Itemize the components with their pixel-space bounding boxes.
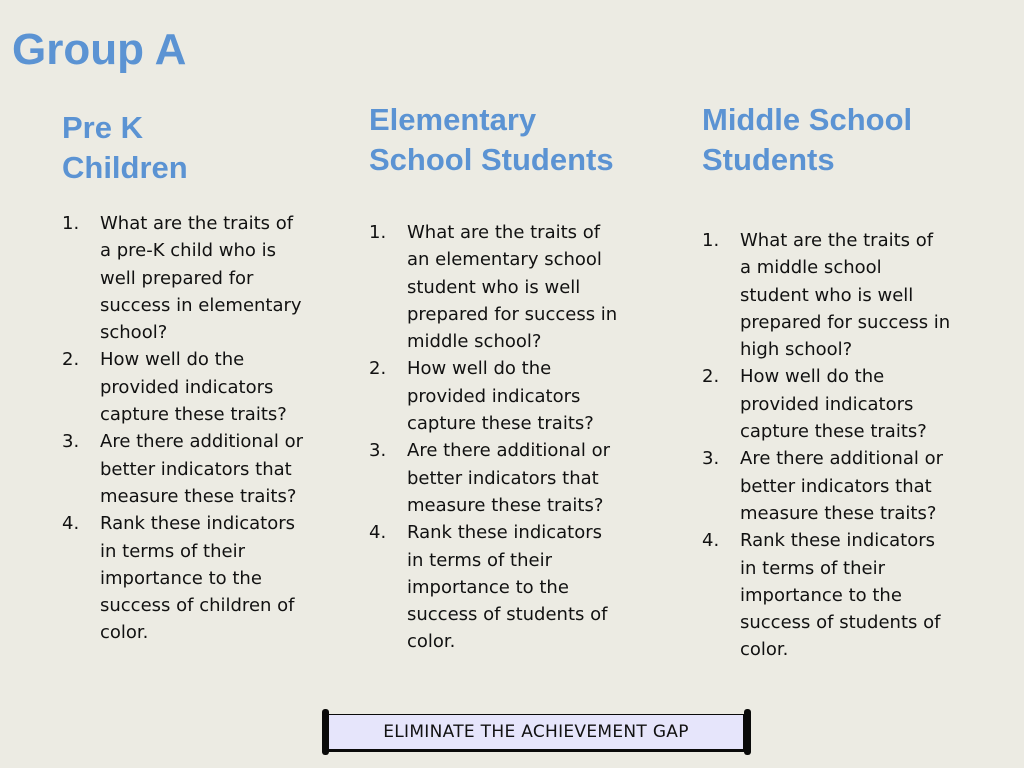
question-number: 1. <box>702 230 720 251</box>
question-text-line: measure these traits? <box>740 502 937 524</box>
question-list <box>702 227 970 664</box>
question-text-line: student who is well <box>407 276 581 298</box>
question-number: 1. <box>369 222 387 243</box>
question-number: 4. <box>62 513 80 535</box>
question-number: 2. <box>702 366 720 388</box>
question-text-line: Are there additional or <box>407 440 610 462</box>
question-text-line: better indicators that <box>100 458 292 480</box>
column-title-line: Students <box>702 142 835 177</box>
achievement-gap-banner <box>322 709 751 755</box>
question-text-line: better indicators that <box>407 467 599 489</box>
slide-title: Group A <box>12 25 187 74</box>
question-text-line: color. <box>740 639 789 661</box>
column-title-line: Elementary <box>369 102 537 137</box>
question-item <box>62 510 322 646</box>
question-item <box>369 355 641 437</box>
banner-text: ELIMINATE THE ACHIEVEMENT GAP <box>383 722 689 742</box>
question-text-line: middle school? <box>407 331 542 353</box>
question-text-line: How well do the <box>740 366 885 388</box>
question-text-line: color. <box>407 631 456 653</box>
question-item <box>369 219 641 355</box>
question-text-line: in terms of their <box>407 549 552 571</box>
question-text-line: school? <box>100 322 168 344</box>
question-text-line: measure these traits? <box>100 485 297 507</box>
question-text-line: in terms of their <box>740 557 885 579</box>
question-text-line: importance to the <box>100 567 262 589</box>
question-text-line: How well do the <box>100 349 245 371</box>
banner-right-bar <box>744 709 751 755</box>
banner-box <box>328 714 744 750</box>
question-text-line: success of students of <box>740 612 941 634</box>
question-text-line: Are there additional or <box>740 448 943 470</box>
column-title <box>62 108 322 188</box>
question-item <box>702 527 970 663</box>
question-item <box>369 437 641 519</box>
question-text-line: a middle school <box>740 257 882 279</box>
column-title-line: Pre K <box>62 110 143 145</box>
question-text-line: high school? <box>740 339 853 361</box>
column-title-line: School Students <box>369 142 614 177</box>
column-title-line: Middle School <box>702 102 913 137</box>
question-text-line: How well do the <box>407 358 552 380</box>
question-text-line: success of students of <box>407 604 608 626</box>
question-text-line: prepared for success in <box>407 303 618 325</box>
question-text-line: color. <box>100 622 149 644</box>
question-text-line: success in elementary <box>100 294 302 316</box>
column-title-line: Children <box>62 150 188 185</box>
question-text-line: in terms of their <box>100 540 245 562</box>
question-text-line: well prepared for <box>100 267 254 289</box>
question-item <box>702 363 970 445</box>
question-text-line: importance to the <box>740 584 902 606</box>
question-text-line: a pre-K child who is <box>100 240 276 262</box>
question-number: 2. <box>369 358 387 380</box>
question-text-line: importance to the <box>407 576 569 598</box>
question-text-line: provided indicators <box>407 385 581 407</box>
question-list <box>369 219 641 656</box>
question-text-line: better indicators that <box>740 475 932 497</box>
column-elementary-school-students <box>369 100 649 653</box>
question-item <box>369 519 641 655</box>
question-text-line: What are the traits of <box>740 230 934 251</box>
question-text-line: Rank these indicators <box>740 530 936 552</box>
question-number: 4. <box>702 530 720 552</box>
question-text-line: Rank these indicators <box>100 513 296 535</box>
column-middle-school-students <box>702 100 992 661</box>
question-text-line: Are there additional or <box>100 431 303 453</box>
question-text-line: capture these traits? <box>100 404 287 426</box>
question-text-line: capture these traits? <box>740 421 927 443</box>
question-item <box>62 210 322 346</box>
question-text-line: success of children of <box>100 595 295 617</box>
question-item <box>62 428 322 510</box>
question-number: 1. <box>62 213 80 234</box>
question-text-line: student who is well <box>740 284 914 306</box>
question-item <box>702 227 970 363</box>
question-text-line: provided indicators <box>100 376 274 398</box>
question-number: 3. <box>702 448 720 470</box>
question-item <box>702 445 970 527</box>
question-text-line: provided indicators <box>740 393 914 415</box>
question-number: 4. <box>369 522 387 544</box>
question-text-line: What are the traits of <box>407 222 601 243</box>
question-list <box>62 210 322 647</box>
column-title <box>369 100 649 180</box>
question-text-line: prepared for success in <box>740 311 951 333</box>
question-text-line: an elementary school <box>407 249 602 271</box>
question-text-line: capture these traits? <box>407 413 594 435</box>
question-number: 3. <box>62 431 80 453</box>
question-number: 2. <box>62 349 80 371</box>
question-text-line: What are the traits of <box>100 213 294 234</box>
question-text-line: Rank these indicators <box>407 522 603 544</box>
question-item <box>62 346 322 428</box>
question-number: 3. <box>369 440 387 462</box>
question-text-line: measure these traits? <box>407 494 604 516</box>
column-title <box>702 100 992 180</box>
column-pre-k-children <box>62 108 322 644</box>
